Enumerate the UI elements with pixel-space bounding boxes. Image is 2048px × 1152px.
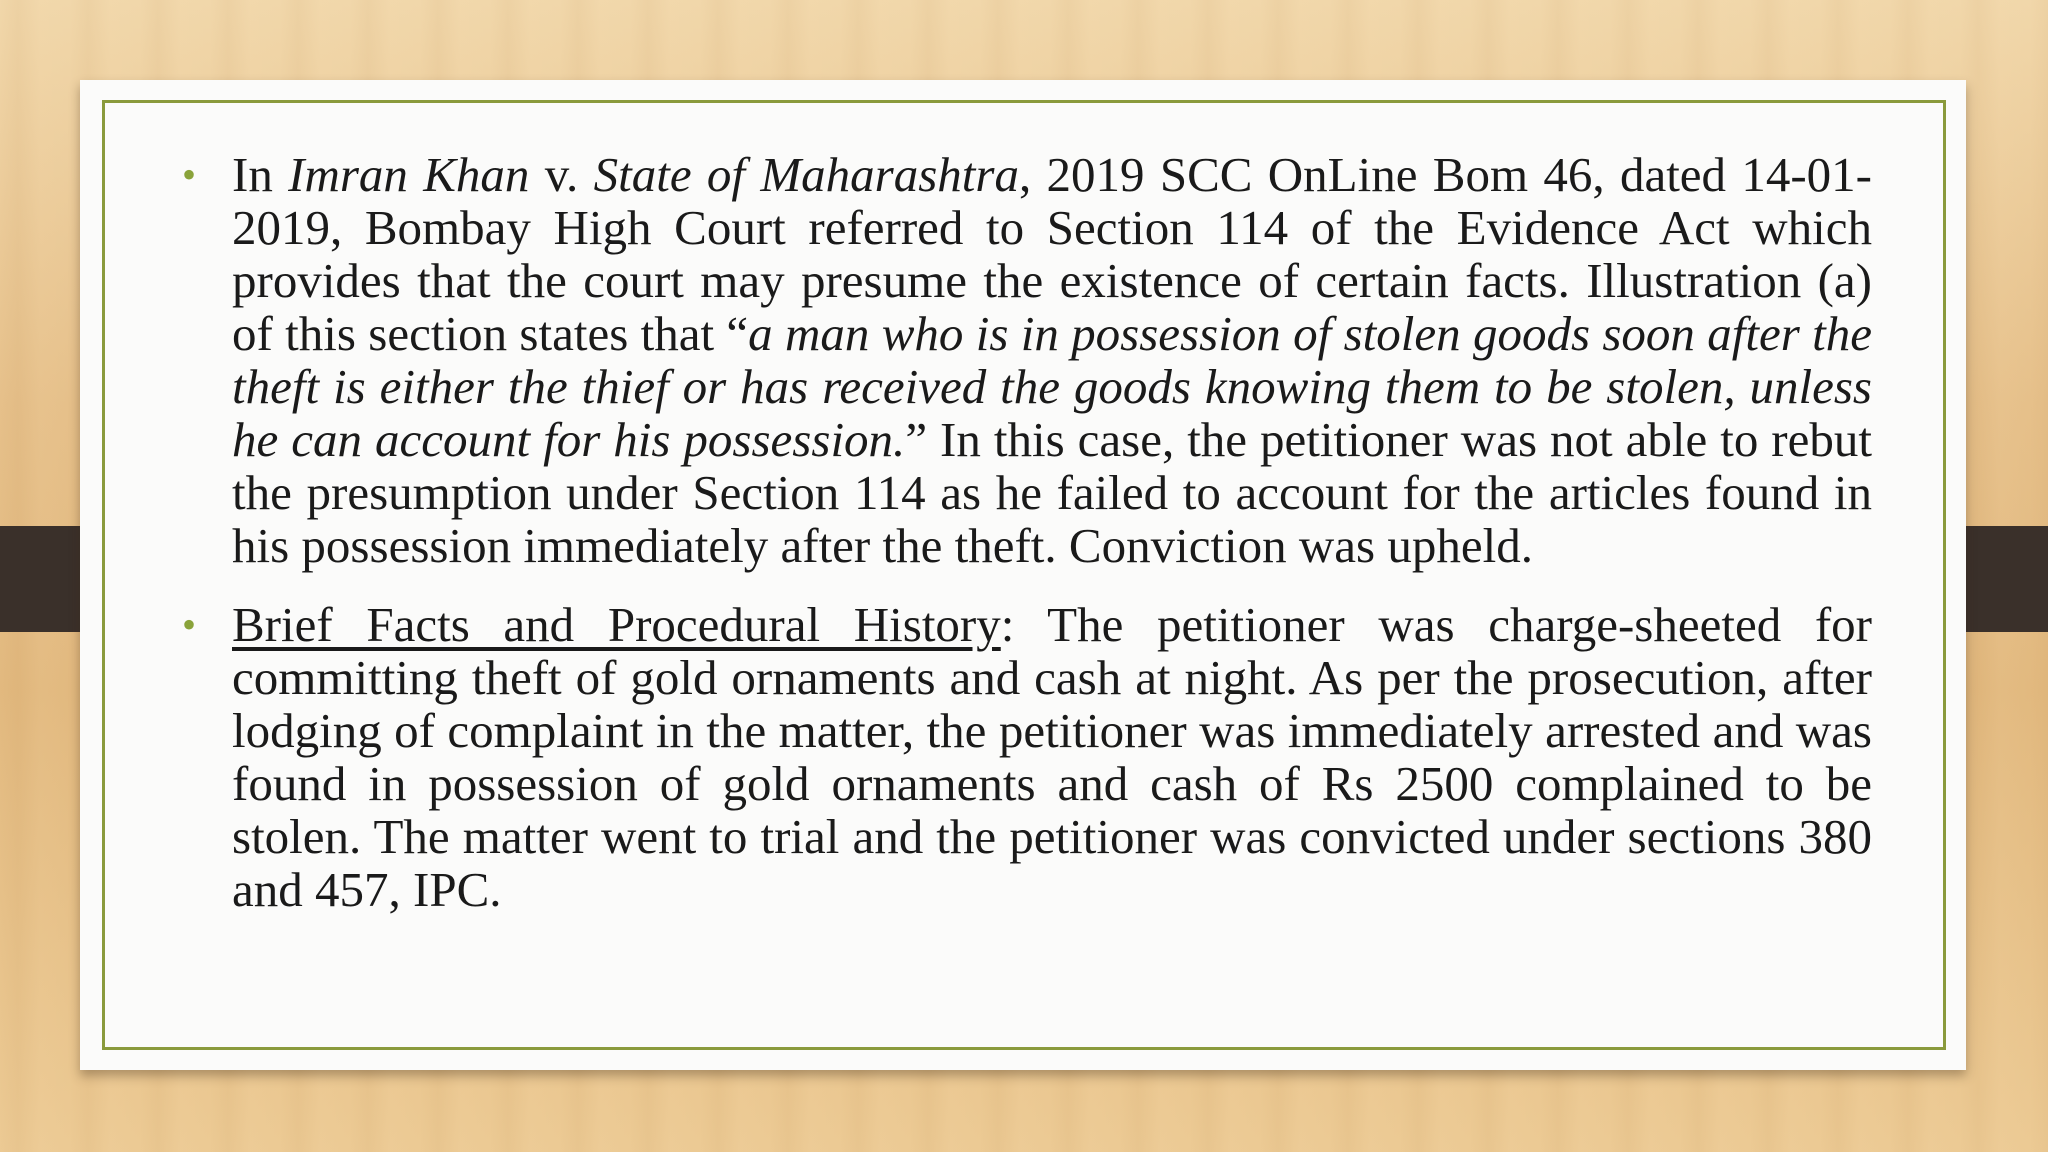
brief-facts-text: : The petitioner was charge-sheeted for committing theft of gold ornaments and cash at night. As per the prosecution, after lodging of complaint in the matter, the petitioner was immediately arrested and was found in possession of gold ornaments and cash of Rs 2500 complained to be stolen. The matter went to trial and the petitioner was convicted under sections 380 and 457, IPC. [232,597,1872,917]
brief-facts-heading: Brief Facts and Procedural History [232,597,1001,652]
text-versus: v. [529,147,594,202]
bullet-dot-icon: • [182,152,197,197]
slide-content [152,148,1872,942]
bullet-case-summary [152,148,1872,572]
illustration-quote: a man who is in possession of stolen goods soon after the theft is either the thief or has received the goods knowing them to be stolen, unless he can account for his possession. [232,306,1872,467]
case-party-2: State of Maharashtra [593,147,1019,202]
case-party-1: Imran Khan [288,147,530,202]
text-intro: In [232,147,289,202]
bullet-brief-facts [152,598,1872,916]
text-holding: ” In this case, the petitioner was not able to rebut the presumption under Section 114 as he failed to account for the articles found in his possession immediately after the theft. Conviction was upheld. [232,412,1872,573]
text-citation: , 2019 SCC OnLine Bom 46, dated 14-01-2019, Bombay High Court referred to Section 114 of the Evidence Act which provides that the court may presume the existence of certain facts. Illustration (a) of this section states that “ [232,147,1873,361]
bullet-dot-icon: • [182,602,197,647]
